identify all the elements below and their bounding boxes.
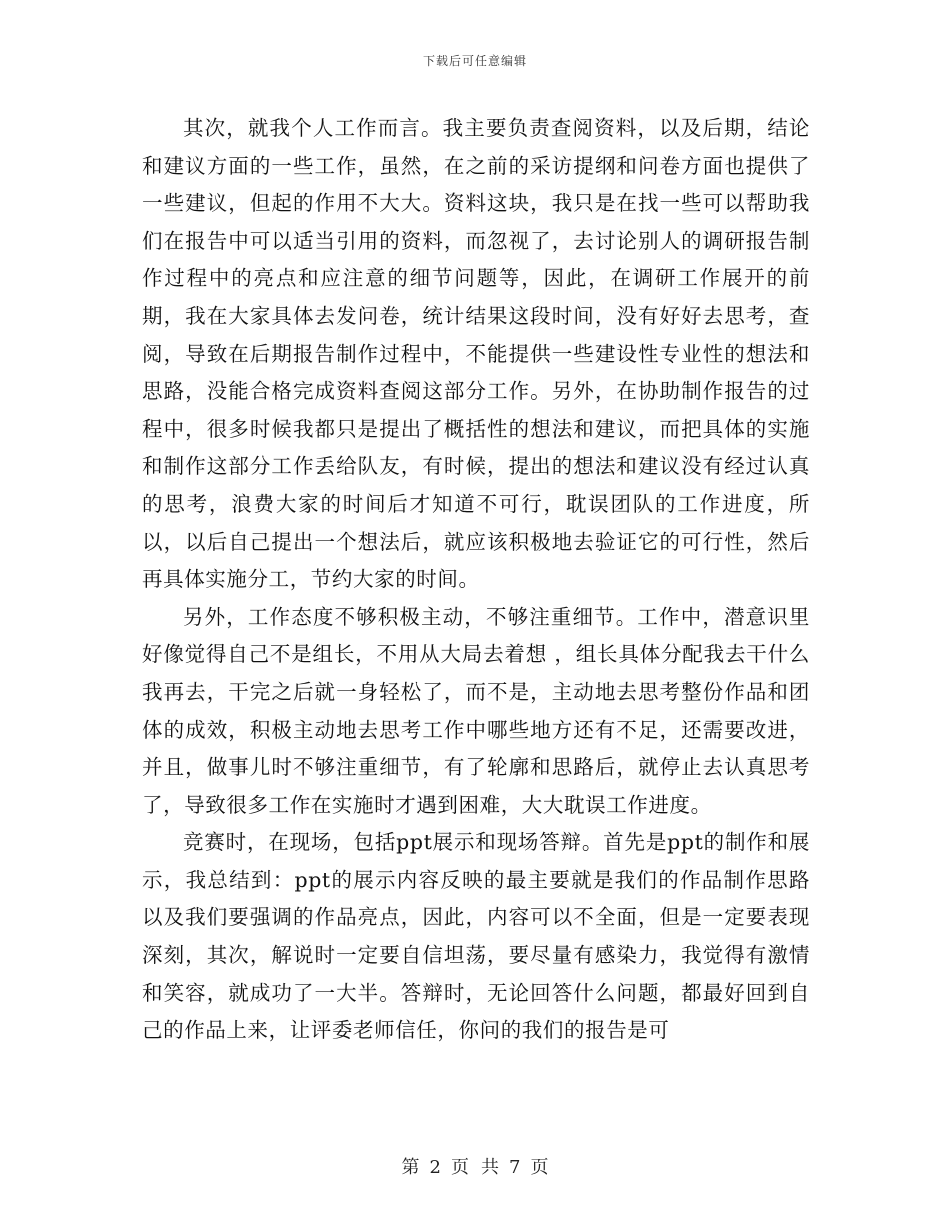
paragraph-2: 另外，工作态度不够积极主动，不够注重细节。工作中，潜意识里好像觉得自己不是组长，不用从大局去着想 ，组长具体分配我去干什么我再去，干完之后就一身轻松了，而不是，主动地去思考整份作品和团体的成效，积极主动地去思考工作中哪些地方还有不足，还需要改进，并且，做事儿时不够注重细节，有了轮廓和思路后，就停止去认真思考了，导致很多工作在实施时才遇到困难，大大耽误工作进度。 [142,604,810,817]
paragraph-1: 其次，就我个人工作而言。我主要负责查阅资料，以及后期，结论和建议方面的一些工作，虽然，在之前的采访提纲和问卷方面也提供了一些建议，但起的作用不大大。资料这块，我只是在找一些可以帮助我们在报告中可以适当引用的资料，而忽视了，去讨论别人的调研报告制作过程中的亮点和应注意的细节问题等，因此，在调研工作展开的前期，我在大家具体去发问卷，统计结果这段时间，没有好好去思考，查阅，导致在后期报告制作过程中，不能提供一些建设性专业性的想法和思路，没能合格完成资料查阅这部分工作。另外，在协助制作报告的过程中，很多时候我都只是提出了概括性的想法和建议，而把具体的实施和制作这部分工作丢给队友，有时候，提出的想法和建议没有经过认真的思考，浪费大家的时间后才知道不可行，耽误团队的工作进度，所以，以后自己提出一个想法后，就应该积极地去验证它的可行性，然后再具体实施分工，节约大家的时间。 [142,116,810,592]
paragraph-3: 竞赛时，在现场，包括ppt展示和现场答辩。首先是ppt的制作和展示，我总结到：ppt的展示内容反映的最主要就是我们的作品制作思路以及我们要强调的作品亮点，因此，内容可以不全面，但是一定要表现深刻，其次，解说时一定要自信坦荡，要尽量有感染力，我觉得有激情和笑容，就成功了一大半。答辩时，无论回答什么问题，都最好回到自己的作品上来，让评委老师信任，你问的我们的报告是可 [142,830,810,1043]
footer-prefix: 第 [401,1157,420,1178]
footer-total-pages: 7 [509,1157,521,1178]
document-body [142,110,810,1050]
footer-total-word: 共 [481,1157,499,1178]
page-header: 下载后可任意编辑 [422,54,527,68]
footer-page-word: 页 [451,1157,469,1178]
page-footer [0,1153,950,1179]
footer-suffix: 页 [530,1157,549,1178]
footer-current-page: 2 [429,1157,441,1178]
